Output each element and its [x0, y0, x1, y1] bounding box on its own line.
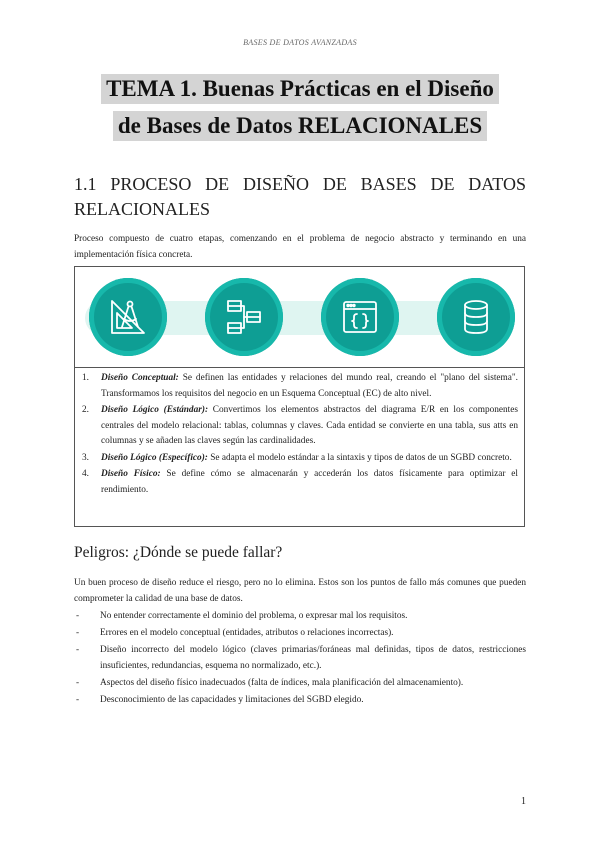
list-item	[74, 609, 526, 625]
drafting-compass-icon	[89, 278, 167, 356]
bullet-text: Desconocimiento de las capacidades y limitaciones del SGBD elegido.	[100, 694, 364, 705]
section-intro: Proceso compuesto de cuatro etapas, comenzando en el problema de negocio abstracto y terminando en una implementación física concreta.	[74, 234, 526, 260]
bullet-marker: -	[76, 628, 80, 638]
page-number: 1	[521, 796, 526, 807]
list-item	[75, 403, 524, 450]
stage-text: Se adapta el modelo estándar a la sintaxis y tipos de datos de un SGBD concreto.	[207, 452, 512, 463]
bullet-marker: -	[76, 645, 80, 655]
process-stages-list	[75, 371, 524, 499]
document-title	[40, 74, 560, 141]
list-item	[74, 676, 526, 692]
list-item	[74, 626, 526, 642]
code-window-icon	[321, 278, 399, 356]
stage-label: Diseño Lógico (Estándar):	[101, 405, 209, 415]
peligros-intro: Un buen proceso de diseño reduce el riesgo, pero no lo elimina. Estos son los puntos de fallo más comunes que pueden comprometer la calidad de una base de datos.	[74, 578, 526, 604]
stage-label: Diseño Lógico (Específico):	[101, 452, 208, 463]
peligros-bullet-list	[74, 609, 526, 710]
stage-text: Convertimos los elementos abstractos del diagrama E/R en los componentes centrales del modelo relacional: tablas, columnas y claves. Cada entidad se convierte en una tabla, sus atts en columnas y se añaden las claves según las cardinalidades.	[101, 405, 518, 446]
title-line-2: de Bases de Datos RELACIONALES	[113, 111, 487, 141]
stage-label: Diseño Conceptual:	[101, 373, 179, 383]
stage-text: Se definen las entidades y relaciones del mundo real, creando el "plano del sistema". Transformamos los requisitos del negocio en un Esquema Conceptual (EC) de alto nivel.	[101, 373, 518, 399]
list-item	[74, 643, 526, 674]
list-number: 2.	[82, 405, 89, 415]
bullet-text: Errores en el modelo conceptual (entidades, atributos o relaciones incorrectas).	[100, 628, 394, 638]
list-number: 1.	[82, 373, 89, 383]
bullet-marker: -	[76, 694, 80, 705]
list-number: 4.	[82, 469, 89, 479]
bullet-text: No entender correctamente el dominio del problema, o expresar mal los requisitos.	[100, 611, 408, 621]
stage-text: Se define cómo se almacenarán y accederán los datos físicamente para optimizar el rendimiento.	[101, 469, 518, 495]
bullet-marker: -	[76, 611, 80, 621]
title-line-1: TEMA 1. Buenas Prácticas en el Diseño	[101, 74, 499, 104]
list-item	[75, 467, 524, 498]
bullet-text: Diseño incorrecto del modelo lógico (claves primarias/foráneas mal definidas, tipos de datos, restricciones insuficientes, redundancias, esquema no normalizado, etc.).	[100, 645, 526, 671]
list-item	[75, 451, 524, 467]
list-item	[75, 371, 524, 402]
list-item	[74, 693, 526, 709]
stage-label: Diseño Físico:	[101, 469, 161, 479]
database-icon	[437, 278, 515, 356]
peligros-heading: Peligros: ¿Dónde se puede fallar?	[74, 544, 283, 561]
process-box	[74, 266, 525, 527]
bullet-marker: -	[76, 677, 80, 688]
running-header: BASES DE DATOS AVANZADAS	[243, 38, 357, 47]
list-number: 3.	[82, 452, 89, 463]
bullet-text: Aspectos del diseño físico inadecuados (falta de índices, mala planificación del almacenamiento).	[100, 677, 464, 688]
section-heading: 1.1 PROCESO DE DISEÑO DE BASES DE DATOS RELACIONALES	[74, 174, 526, 219]
process-icons-row	[75, 267, 524, 368]
entity-diagram-icon	[205, 278, 283, 356]
